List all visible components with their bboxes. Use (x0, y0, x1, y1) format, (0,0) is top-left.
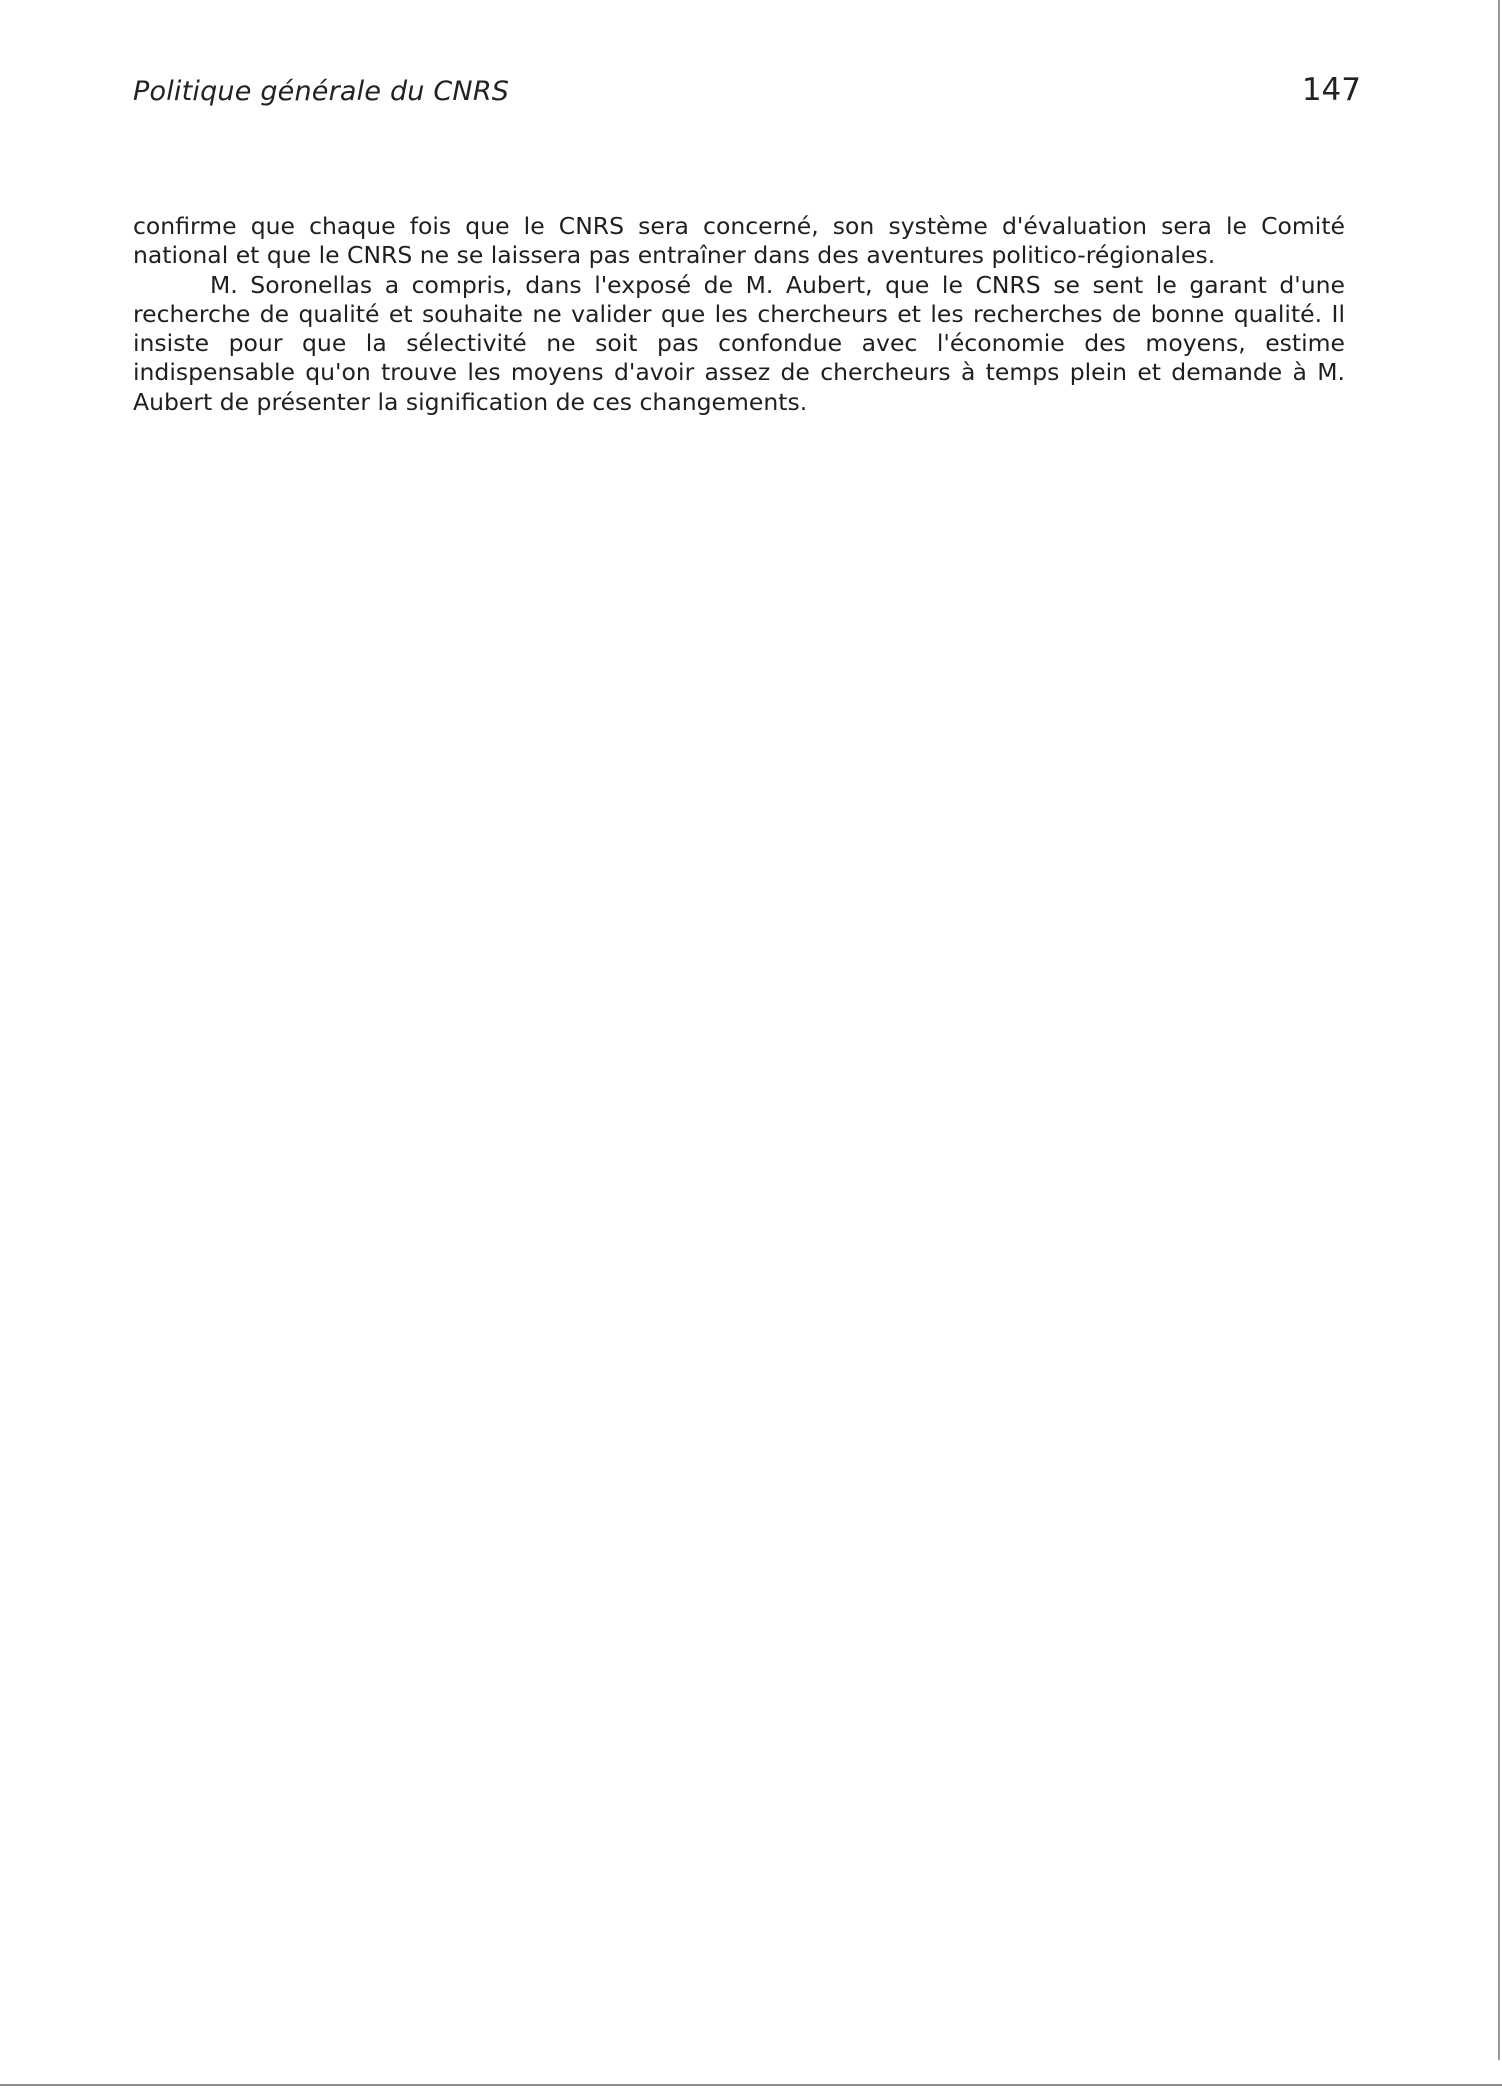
paragraph-continued: confirme que chaque fois que le CNRS sera concerné, son système d'évaluation sera le Comité national et que le CNRS ne se laissera pas entraîner dans des aventures politico-régionales. (133, 212, 1345, 270)
body-text (133, 212, 1345, 417)
scan-edge-bottom (0, 2084, 1502, 2086)
page-number: 147 (1301, 72, 1361, 108)
running-title: Politique générale du CNRS (133, 76, 510, 107)
paragraph-soronellas: M. Soronellas a compris, dans l'exposé de M. Aubert, que le CNRS se sent le garant d'une recherche de qualité et souhaite ne valider que les chercheurs et les recherches de bonne qualité. Il insiste pour que la sélectivité ne soit pas confondue avec l'économie des moyens, estime indispensable qu'on trouve les moyens d'avoir assez de chercheurs à temps plein et demande à M. Aubert de présenter la signification de ces changements. (133, 270, 1345, 416)
running-head (133, 72, 1361, 116)
scan-edge-right (1498, 0, 1500, 2060)
